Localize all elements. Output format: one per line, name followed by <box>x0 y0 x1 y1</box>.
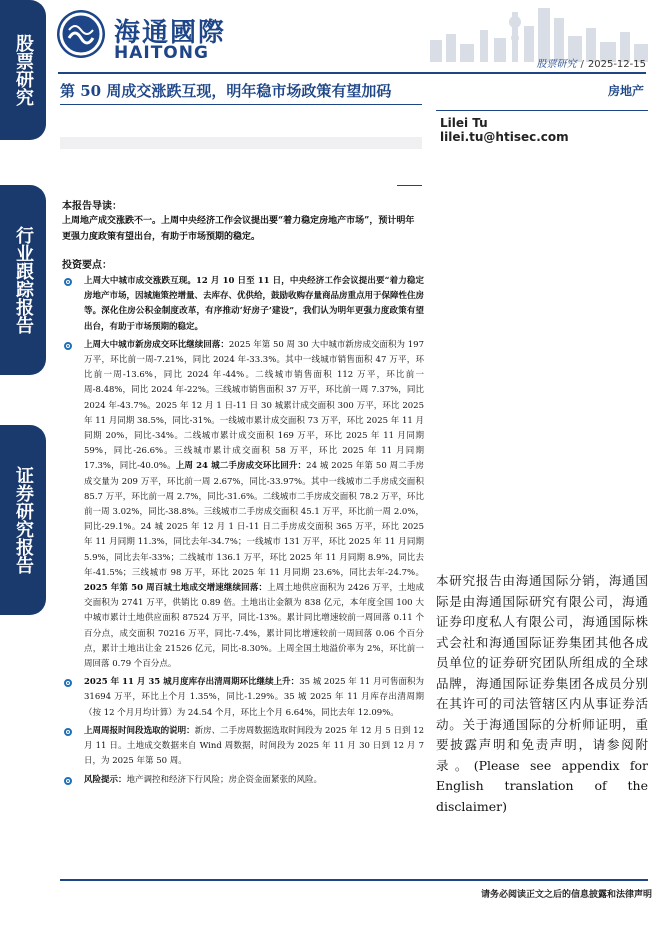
bullet-icon <box>64 728 72 736</box>
side-tab-stock-research <box>0 0 46 140</box>
point-text: 地产调控和经济下行风险；房企资金面紧张的风险。 <box>126 774 323 785</box>
point-text: 24 城 2025 年第 50 周二手房成交量为 209 万平，环比前一周 2.67%，同比-33.97%。其中一线城市二手房成交面积 85.7 万平，环比前一周 2.7%，同比-31.6%。二线城市二手房成交面积 78.2 万平，环比前一周 3.02%，同比-38.8%。三线城市二手房成交面积 45.1 万平，环比前一周 2.0%，同比-29.1%。24 城 2025 年 12 月 1 日-11 日二手房成交面积 365 万平，环比 2025 年 11 月同期 11.3%，同比去年-34.7%；一线城市 131 万平，环比 2025 年 11 月同期 5.9%，同比去年-33%；二线城市 136.1 万平，环比 2025 年 11 月同期 8.9%，同比去年-41.5%；三线城市 98 万平，环比 2025 年 11 月同期 23.6%，同比去年-24.7%。 <box>84 461 425 578</box>
point-text: 35 城 2025 年 11 月可售面积为 31694 万平，环比上个月 1.35%，同比-1.29%。35 城 2025 年 11 月库存出清周期（按 12 个月月均计算）为 24.54 个月，环比上个月 6.64%，同比去年 12.09%。 <box>84 677 424 718</box>
investment-points <box>62 274 424 791</box>
sector-label: 房地产 <box>607 84 644 98</box>
side-tab-label: 股票研究 <box>13 34 34 106</box>
side-tab-industry-report <box>0 185 46 375</box>
point-text: 新房、二手房周数据选取时间段为 2025 年 12 月 5 日到 12 月 11 日。土地成交数据来自 Wind 周数据，时间段为 2025 年 11 月 30 日到 12 月 7 日，为 2025 年第 50 周。 <box>84 725 424 767</box>
analyst-divider <box>436 110 648 111</box>
guide-heading: 本报告导读： <box>62 201 122 212</box>
analyst-email: lilei.tu@htisec.com <box>440 130 569 144</box>
title-divider <box>60 104 422 105</box>
points-heading: 投资要点： <box>62 260 112 271</box>
bullet-icon <box>64 278 72 286</box>
list-item <box>62 675 424 721</box>
side-tab-label: 证券研究报告 <box>13 466 34 574</box>
section-dash <box>397 185 422 186</box>
point-bold: 上周周报时间段选取的说明： <box>84 725 195 736</box>
bullet-icon <box>64 679 72 687</box>
city-skyline-icon <box>420 0 662 62</box>
side-tab-securities-report <box>0 425 46 615</box>
report-category: 股票研究 <box>536 59 577 70</box>
analyst-name: Lilei Tu <box>440 116 488 130</box>
point-bold: 2025 年第 50 周百城土地成交增速继续回落： <box>84 583 268 594</box>
list-item <box>62 773 424 788</box>
brand-logo-icon <box>57 10 105 58</box>
bullet-icon <box>64 777 72 785</box>
report-title: 第 50 周成交涨跌互现，明年稳市场政策有望加码 <box>60 82 392 100</box>
footer-divider <box>60 879 648 881</box>
guide-text: 上周地产成交涨跌不一。上周中央经济工作会议提出要“着力稳定房地产市场”，预计明年更强力度政策有望出台，有助于市场预期的稳定。 <box>62 216 415 242</box>
point-bold: 风险提示： <box>84 774 127 785</box>
disclaimer-text: 本研究报告由海通国际分销，海通国际是由海通国际研究有限公司，海通证券印度私人有限公司，海通国际株式会社和海通国际证券集团其他各成员单位的证券研究团队所组成的全球品牌，海通国际证券集团各成员分别在其许可的司法管辖区内从事证券活动。关于海通国际的分析师证明，重要披露声明和免责声明，请参阅附录。(Please see appendix for English translation of the disclaimer) <box>436 573 648 814</box>
brand-name-en: HAITONG <box>114 43 209 63</box>
header-divider <box>58 72 646 74</box>
report-date: 2025-12-15 <box>587 59 646 70</box>
gray-divider-bar <box>60 137 422 149</box>
list-item <box>62 274 424 335</box>
list-item <box>62 724 424 770</box>
point-bold: 上周 24 城二手房成交环比回升： <box>175 461 307 472</box>
point-bold: 上周大中城市新房成交环比继续回落： <box>84 339 229 350</box>
brand-name-cn: 海通國際 <box>114 18 227 48</box>
side-tab-label: 行业跟踪报告 <box>13 226 34 334</box>
bullet-icon <box>64 342 72 350</box>
point-bold: 上周大中城市成交涨跌互现。12 月 10 日至 11 日，中央经济工作会议提出要“着力稳定房地产市场，因城施策控增量、去库存、优供给，鼓励收购存量商品房重点用于保障性住房等。深化住房公积金制度改革，有序推动‘好房子’建设”，我们认为明年更强力度政策有望出台，有助于市场预期的稳定。 <box>84 276 425 332</box>
point-bold: 2025 年 11 月 35 城月度库存出清周期环比继续上升： <box>84 677 300 688</box>
footer-notice: 请务必阅读正文之后的信息披露和法律声明 <box>480 890 652 900</box>
report-meta: 股票研究 / 2025-12-15 <box>536 59 646 70</box>
point-text: 2025 年第 50 周 30 大中城市新房成交面积为 197 万平，环比前一周-7.21%，同比 2024 年-33.3%。其中一线城市销售面积 47 万平，环比前一周-13.6%，同比 2024 年-44%。二线城市销售面积 112 万平，环比前一周-8.48%，同比 2024 年-22%。三线城市销售面积 37 万平，环比前一周 7.37%，同比 2024 年-43.7%。2025 年 12 月 1 日-11 日 30 城累计成交面积 300 万平，环比 2025 年 11 月同期 38.5%，同比-31%。一线城市累计成交面积 73 万平，环比 2025 年 11 月同期 20%，同比-34%。二线城市累计成交面积 169 万平，环比 2025 年 11 月同期 59%，同比-26.6%。三线城市累计成交面积 58 万平，环比 2025 年 11 月同期 17.3%，同比-40.0%。 <box>84 339 424 472</box>
point-text: 上周土地供应面积为 2426 万平，土地成交面积为 2741 万平，供销比 0.89 倍。土地出让金额为 838 亿元，本年度全国 100 大中城市累计土地供应面积 87524 万平，同比-13%。累计同比增速较前一周回落 0.11 个百分点，成交面积 70216 万平，同比-7.4%，累计同比增速较前一周回落 0.06 个百分点，累计土地出让金 21526 亿元，同比-8.30%。上周全国土地溢价率为 2%，环比前一周回落 0.79 个百分点。 <box>84 583 424 670</box>
list-item <box>62 338 424 672</box>
